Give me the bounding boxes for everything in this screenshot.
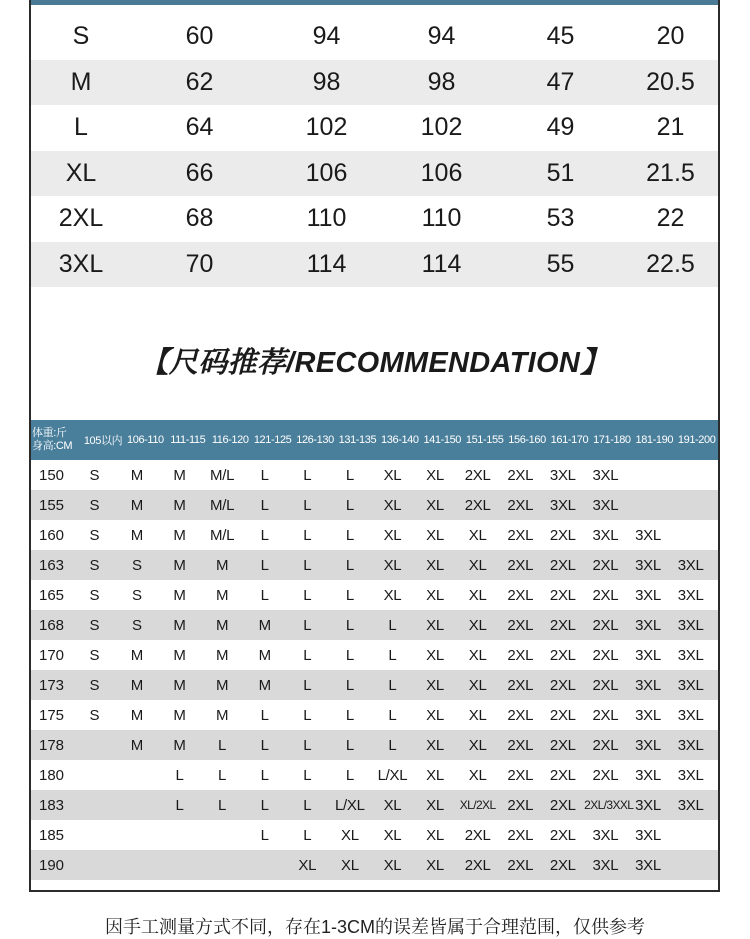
size-cell: L: [345, 496, 354, 514]
weight-range-header: 151-155: [465, 434, 504, 446]
size-cell: XL: [298, 856, 317, 874]
height-cell: 160: [39, 526, 65, 544]
height-cell: 183: [39, 796, 65, 814]
size-cell: 2XL: [507, 466, 534, 484]
size-cell: XL: [468, 586, 487, 604]
table-row: [31, 670, 718, 700]
size-value: 68: [185, 204, 214, 233]
size-cell: L: [388, 736, 397, 754]
size-cell: XL: [468, 706, 487, 724]
size-cell: M: [130, 466, 143, 484]
size-cell: S: [132, 616, 142, 634]
size-cell: 3XL: [677, 676, 704, 694]
size-cell: 2XL: [507, 526, 534, 544]
size-cell: M: [215, 616, 229, 634]
size-cell: XL: [426, 676, 444, 694]
size-cell: 3XL: [592, 466, 619, 484]
size-cell: 3XL: [677, 616, 704, 634]
table-row: [31, 640, 718, 670]
table-row: [31, 850, 718, 880]
size-cell: 3XL: [592, 496, 619, 514]
size-cell: 2XL: [549, 616, 576, 634]
weight-range-header: 111-115: [170, 434, 206, 446]
size-cell: L: [303, 826, 312, 844]
size-value: 106: [305, 158, 348, 187]
size-cell: 2XL: [592, 556, 619, 574]
size-cell: 3XL: [677, 706, 704, 724]
height-cell: 155: [39, 496, 65, 514]
size-value: 20.5: [646, 67, 695, 96]
table-row: [31, 760, 718, 790]
size-cell: L: [303, 706, 312, 724]
size-cell: 2XL: [549, 526, 576, 544]
size-cell: 2XL: [507, 586, 534, 604]
size-row: [31, 151, 718, 197]
size-cell: S: [89, 676, 100, 694]
size-cell: XL: [383, 826, 402, 844]
size-cell: M: [130, 676, 143, 694]
size-cell: L: [345, 556, 354, 574]
size-cell: 3XL: [677, 646, 704, 664]
size-cell: M: [215, 676, 229, 694]
size-cell: M: [130, 706, 143, 724]
size-cell: M: [173, 586, 186, 604]
size-cell: XL/2XL: [459, 798, 496, 812]
size-cell: 2XL: [549, 796, 576, 814]
size-cell: L: [345, 646, 354, 664]
size-cell: 3XL: [635, 706, 661, 724]
weight-range-header: 106-110: [127, 434, 164, 446]
weight-range-header: 191-200: [677, 434, 716, 446]
table-row: [31, 820, 718, 850]
size-recommendation-table: [31, 420, 718, 880]
size-value: 62: [185, 67, 214, 96]
weight-range-header: 141-150: [423, 434, 462, 446]
size-cell: 2XL/3XXL: [584, 798, 634, 812]
size-cell: XL: [426, 706, 444, 724]
size-cell: L: [218, 766, 227, 784]
size-cell: XL: [426, 736, 444, 754]
table-row: [31, 520, 718, 550]
size-cell: XL: [426, 556, 444, 574]
size-value: 22: [656, 204, 685, 233]
size-cell: 2XL: [507, 706, 534, 724]
size-cell: 2XL: [507, 616, 534, 634]
size-cell: M: [130, 496, 143, 514]
size-cell: 2XL: [507, 796, 534, 814]
size-cell: L: [260, 736, 269, 754]
size-value: 47: [546, 67, 575, 96]
size-value: 60: [185, 22, 214, 51]
size-cell: 3XL: [635, 556, 661, 574]
size-cell: XL: [383, 496, 402, 514]
size-cell: 2XL: [592, 706, 619, 724]
size-cell: 3XL: [549, 466, 576, 484]
weight-header-row: [31, 420, 718, 460]
size-cell: 3XL: [677, 556, 704, 574]
corner-label: 体重:斤 身高:CM: [32, 427, 73, 452]
size-cell: XL: [383, 856, 402, 874]
size-cell: L: [345, 586, 354, 604]
size-value: 102: [420, 113, 463, 142]
size-cell: 2XL: [592, 736, 619, 754]
table-row: [31, 790, 718, 820]
size-value: 53: [546, 204, 575, 233]
size-value: 106: [420, 158, 463, 187]
size-value: 114: [306, 249, 347, 278]
size-cell: 3XL: [549, 496, 576, 514]
size-cell: L: [260, 556, 269, 574]
weight-range-header: 105以内: [83, 435, 123, 447]
size-cell: L: [345, 766, 354, 784]
size-cell: L: [303, 646, 312, 664]
size-cell: 2XL: [549, 736, 576, 754]
size-cell: 3XL: [592, 826, 619, 844]
size-cell: L: [345, 676, 354, 694]
size-value: 98: [427, 67, 456, 96]
table-row: [31, 490, 718, 520]
size-cell: XL: [468, 646, 487, 664]
size-value: 55: [546, 249, 575, 278]
size-cell: L: [303, 676, 312, 694]
height-cell: 185: [39, 826, 65, 844]
size-cell: 2XL: [507, 766, 534, 784]
size-value: 94: [427, 22, 456, 51]
size-cell: XL: [426, 856, 444, 874]
size-cell: 3XL: [635, 826, 661, 844]
size-cell: L: [175, 796, 184, 814]
size-cell: L: [260, 526, 269, 544]
table-row: [31, 700, 718, 730]
size-cell: L: [260, 466, 269, 484]
size-cell: 3XL: [677, 736, 704, 754]
size-cell: 3XL: [635, 616, 661, 634]
size-cell: M/L: [210, 466, 235, 484]
size-cell: L: [303, 556, 312, 574]
size-cell: L: [260, 796, 269, 814]
size-cell: L: [260, 766, 269, 784]
weight-range-header: 131-135: [338, 434, 377, 446]
size-value: 94: [312, 22, 341, 51]
size-label: L: [74, 113, 88, 142]
size-cell: L: [345, 616, 354, 634]
size-cell: S: [132, 556, 142, 574]
size-cell: 2XL: [507, 646, 534, 664]
size-value: 21.5: [646, 158, 695, 187]
size-cell: XL: [426, 586, 444, 604]
size-cell: L: [388, 676, 397, 694]
weight-range-header: 126-130: [296, 434, 334, 446]
size-cell: L: [345, 736, 354, 754]
size-cell: XL: [426, 496, 444, 514]
size-cell: XL: [426, 826, 444, 844]
size-cell: L: [303, 766, 312, 784]
size-cell: 2XL: [464, 466, 491, 484]
size-value: 49: [546, 113, 575, 142]
size-cell: M/L: [210, 496, 235, 514]
size-cell: M: [173, 616, 186, 634]
size-cell: 3XL: [592, 856, 619, 874]
size-cell: M: [215, 556, 229, 574]
size-value: 20: [656, 22, 685, 51]
size-row: [31, 14, 718, 60]
size-cell: 2XL: [464, 826, 491, 844]
size-value: 70: [185, 249, 214, 278]
size-value: 66: [185, 158, 214, 187]
recommendation-title: 【尺码推荐/RECOMMENDATION】: [139, 347, 610, 379]
height-cell: 165: [39, 586, 65, 604]
size-cell: 2XL: [549, 706, 576, 724]
size-label: S: [72, 22, 90, 51]
size-cell: M: [258, 646, 271, 664]
size-cell: 2XL: [507, 856, 534, 874]
size-cell: XL: [468, 556, 487, 574]
size-row: [31, 196, 718, 242]
size-cell: XL: [468, 766, 487, 784]
size-cell: L: [345, 706, 354, 724]
size-cell: M: [173, 676, 186, 694]
size-cell: 3XL: [677, 586, 704, 604]
size-value: 64: [185, 113, 214, 142]
size-cell: XL: [340, 856, 359, 874]
size-cell: L: [388, 706, 397, 724]
size-cell: L: [303, 526, 312, 544]
size-cell: 2XL: [464, 496, 491, 514]
size-cell: XL: [468, 736, 487, 754]
size-cell: 2XL: [549, 676, 576, 694]
size-row: [31, 242, 718, 288]
size-cell: S: [132, 586, 142, 604]
size-cell: M: [173, 556, 186, 574]
size-cell: XL: [468, 676, 487, 694]
height-cell: 178: [39, 736, 65, 754]
weight-range-header: 181-190: [635, 434, 674, 446]
size-cell: XL: [468, 526, 487, 544]
size-cell: 2XL: [507, 826, 534, 844]
table-row: [31, 580, 718, 610]
size-cell: S: [89, 646, 100, 664]
size-cell: S: [89, 586, 100, 604]
size-cell: 2XL: [549, 646, 576, 664]
size-cell: M: [215, 586, 229, 604]
size-cell: 2XL: [549, 826, 576, 844]
size-value: 98: [312, 67, 341, 96]
size-cell: M: [130, 736, 143, 754]
size-value: 21: [656, 113, 685, 142]
size-value: 114: [421, 249, 462, 278]
size-cell: 3XL: [677, 796, 704, 814]
size-cell: M: [130, 526, 143, 544]
size-cell: XL: [426, 526, 444, 544]
weight-range-header: 116-120: [211, 434, 249, 446]
size-cell: S: [89, 706, 100, 724]
size-cell: 2XL: [549, 586, 576, 604]
size-value: 45: [546, 22, 575, 51]
weight-range-header: 121-125: [253, 434, 292, 446]
size-cell: L: [303, 586, 312, 604]
height-cell: 190: [39, 856, 65, 874]
size-cell: M: [173, 646, 186, 664]
size-value: 110: [306, 204, 347, 233]
size-cell: L: [303, 616, 312, 634]
recommendation-body: [31, 460, 718, 880]
height-cell: 173: [39, 676, 65, 694]
size-cell: M: [173, 736, 186, 754]
size-cell: 2XL: [592, 616, 619, 634]
size-cell: 2XL: [549, 556, 576, 574]
size-cell: XL: [383, 586, 402, 604]
size-cell: M: [258, 616, 271, 634]
size-cell: XL: [340, 826, 359, 844]
size-cell: L: [388, 616, 397, 634]
size-cell: 2XL: [464, 856, 491, 874]
size-cell: 3XL: [635, 646, 661, 664]
size-cell: L: [218, 796, 227, 814]
size-cell: M: [173, 496, 186, 514]
weight-range-header: 136-140: [381, 434, 419, 446]
size-cell: 3XL: [635, 766, 661, 784]
size-cell: XL: [383, 796, 402, 814]
height-cell: 150: [39, 466, 65, 484]
size-cell: L/XL: [377, 766, 408, 784]
size-cell: M: [173, 466, 186, 484]
size-cell: L: [260, 826, 269, 844]
size-cell: L: [175, 766, 184, 784]
size-cell: M/L: [210, 526, 235, 544]
size-cell: M: [130, 646, 143, 664]
size-cell: L: [260, 496, 269, 514]
size-cell: L: [260, 706, 269, 724]
size-cell: XL: [383, 466, 402, 484]
size-cell: 2XL: [592, 586, 619, 604]
size-cell: 2XL: [507, 736, 534, 754]
size-cell: XL: [383, 556, 402, 574]
size-cell: L: [303, 796, 312, 814]
size-cell: 2XL: [507, 676, 534, 694]
size-row: [31, 60, 718, 106]
size-cell: L/XL: [335, 796, 365, 814]
size-cell: 2XL: [592, 766, 619, 784]
size-value: 102: [305, 113, 348, 142]
size-cell: 2XL: [507, 496, 534, 514]
size-cell: M: [173, 526, 186, 544]
size-row: [31, 105, 718, 151]
size-value: 22.5: [646, 249, 695, 278]
size-cell: L: [388, 646, 397, 664]
size-cell: 3XL: [635, 856, 661, 874]
size-cell: 2XL: [592, 676, 619, 694]
size-cell: XL: [426, 466, 444, 484]
size-cell: S: [89, 466, 100, 484]
size-cell: L: [303, 736, 312, 754]
height-cell: 170: [39, 646, 65, 664]
size-cell: 3XL: [635, 796, 661, 814]
size-cell: 3XL: [592, 526, 619, 544]
size-cell: 3XL: [635, 526, 661, 544]
size-cell: L: [345, 466, 354, 484]
size-cell: XL: [468, 616, 487, 634]
height-cell: 163: [39, 556, 65, 574]
size-cell: XL: [426, 796, 444, 814]
size-cell: XL: [383, 526, 402, 544]
size-cell: M: [173, 706, 186, 724]
size-value: 110: [421, 204, 462, 233]
size-cell: M: [258, 676, 271, 694]
footnote: 因手工测量方式不同，存在1-3CM的误差皆属于合理范围，仅供参考: [104, 917, 645, 937]
size-cell: M: [215, 706, 229, 724]
table-row: [31, 610, 718, 640]
size-cell: 3XL: [635, 736, 661, 754]
size-cell: 2XL: [549, 856, 576, 874]
size-cell: S: [89, 526, 100, 544]
size-cell: XL: [426, 766, 444, 784]
size-cell: L: [303, 496, 312, 514]
weight-range-header: 171-180: [593, 434, 631, 446]
size-cell: L: [303, 466, 312, 484]
size-cell: M: [215, 646, 229, 664]
weight-range-header: 156-160: [508, 434, 546, 446]
height-cell: 168: [39, 616, 65, 634]
size-cell: XL: [426, 616, 444, 634]
size-cell: S: [89, 496, 100, 514]
size-cell: L: [345, 526, 354, 544]
size-cell: 3XL: [635, 586, 661, 604]
size-cell: L: [260, 586, 269, 604]
size-cell: L: [218, 736, 227, 754]
size-cell: 2XL: [507, 556, 534, 574]
size-label: M: [70, 67, 92, 96]
height-cell: 175: [39, 706, 65, 724]
size-label: XL: [65, 158, 97, 187]
size-cell: 2XL: [592, 646, 619, 664]
size-cell: 2XL: [549, 766, 576, 784]
table-row: [31, 730, 718, 760]
size-label: 3XL: [58, 249, 104, 278]
size-value: 51: [546, 158, 575, 187]
size-measurement-table: [31, 14, 718, 287]
size-label: 2XL: [58, 204, 104, 233]
table-row: [31, 550, 718, 580]
table-row: [31, 460, 718, 490]
size-cell: XL: [426, 646, 444, 664]
size-cell: S: [89, 616, 100, 634]
size-cell: 3XL: [677, 766, 704, 784]
size-cell: 3XL: [635, 676, 661, 694]
weight-range-header: 161-170: [550, 434, 589, 446]
height-cell: 180: [39, 766, 65, 784]
size-cell: S: [89, 556, 100, 574]
